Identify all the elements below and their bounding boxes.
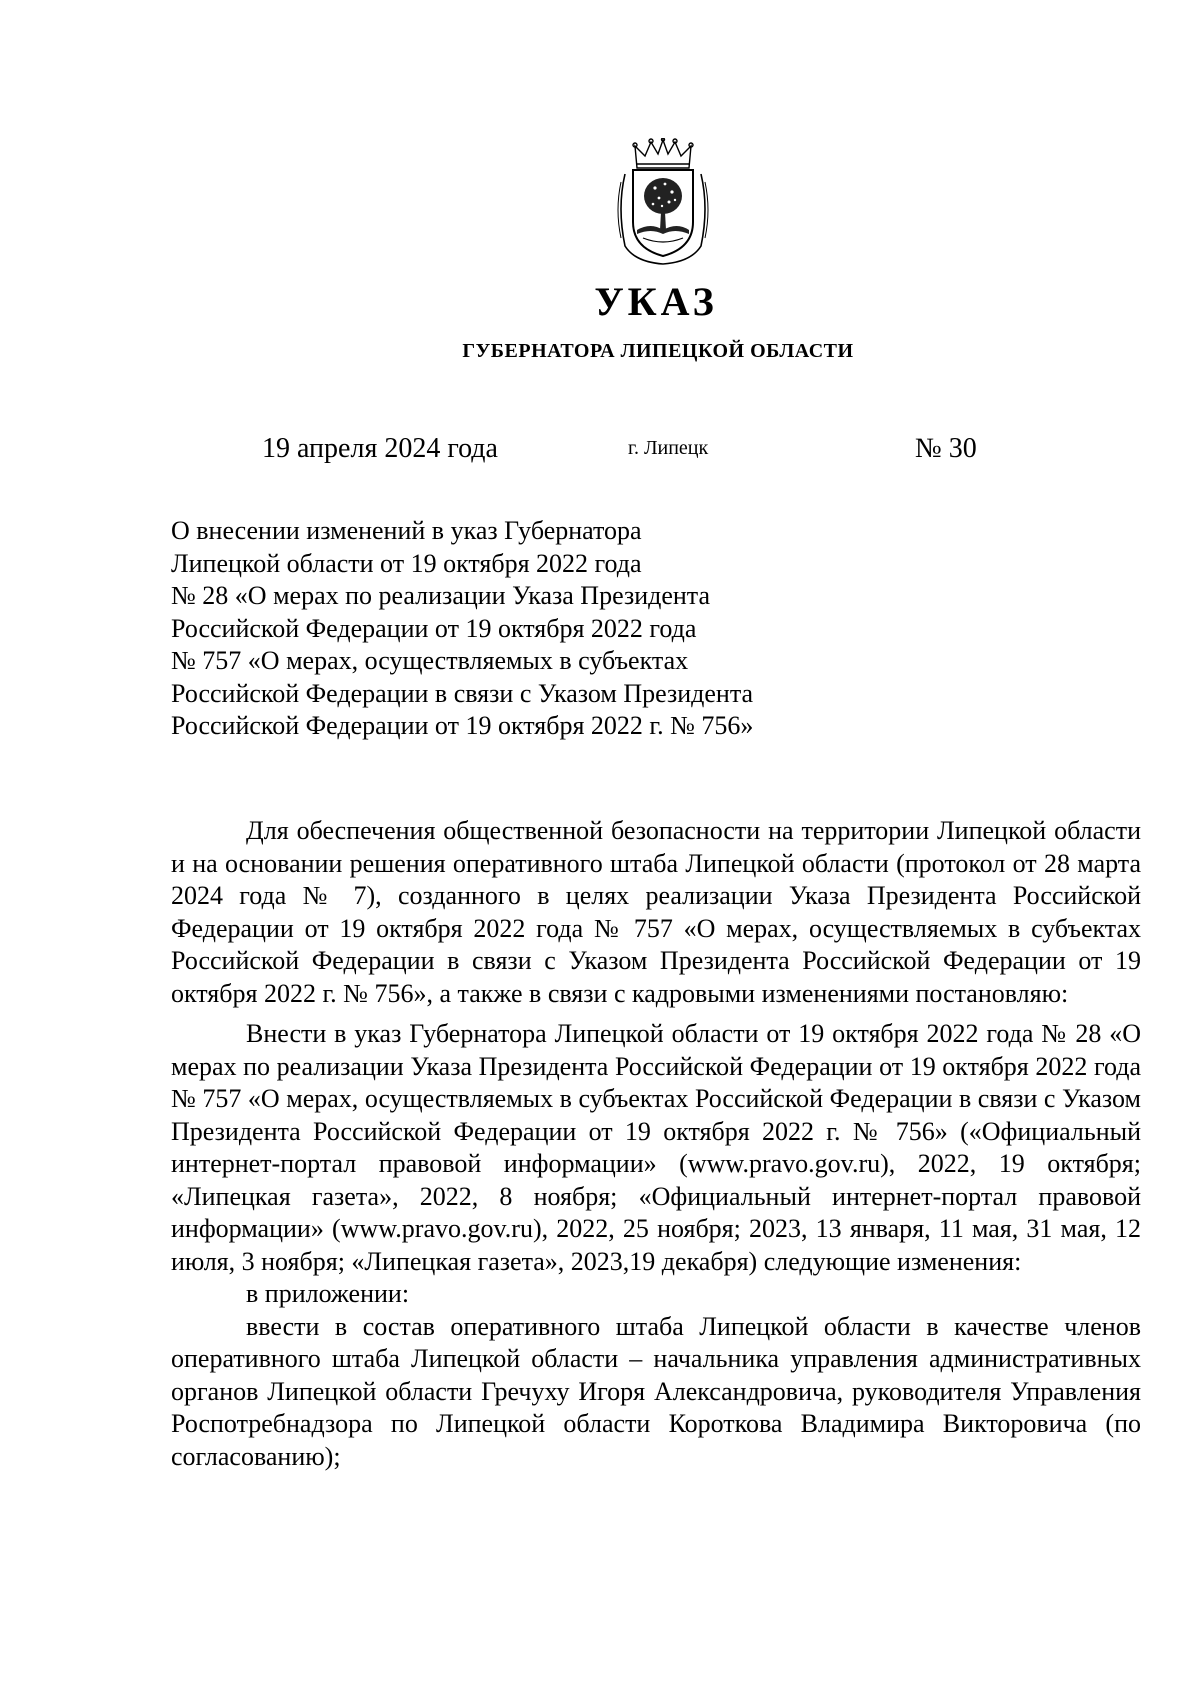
body-paragraph: в приложении:: [246, 1279, 410, 1308]
document-city: г. Липецк: [628, 437, 709, 459]
heading-line: О внесении изменений в указ Губернатора: [171, 516, 642, 545]
body-paragraph: ввести в состав оперативного штаба Липецкой области в качестве членов оперативного штаба Липецкой области – начальника управления административных органов Липецкой области Гречуху Игоря Александровича, руководителя Управления Роспотребнадзора по Липецкой области Короткова Владимира Викторовича (по согласованию);: [171, 1311, 1141, 1471]
heading-line: Российской Федерации от 19 октября 2022 года: [171, 613, 697, 643]
document-number: № 30: [915, 433, 977, 464]
heading-line: Российской Федерации в связи с Указом Президента: [171, 678, 754, 708]
document-date: 19 апреля 2024 года: [262, 433, 498, 464]
body-paragraph: Внести в указ Губернатора Липецкой области от 19 октября 2022 года № 28 «О мерах по реализации Указа Президента Российской Федерации от 19 октября 2022 года № 757 «О мерах, осуществляемых в субъектах Российской Федерации в связи с Указом Президента Российской Федерации от 19 октября 2022 г. № 756» («Официальный интернет-портал правовой информации» (www.pravo.gov.ru), 2022, 19 октября; «Липецкая газета», 2022, 8 ноября; «Официальный интернет-портал правовой информации» (www.pravo.gov.ru), 2022, 25 ноября; 2023, 13 января, 11 мая, 31 мая, 12 июля, 3 ноября; «Липецкая газета», 2023,19 декабря) следующие изменения:: [171, 1019, 1141, 1276]
document-subtitle: ГУБЕРНАТОРА ЛИПЕЦКОЙ ОБЛАСТИ: [462, 340, 854, 362]
heading-line: Российской Федерации от 19 октября 2022 г. № 756»: [171, 711, 754, 740]
document-title: УКАЗ: [594, 279, 718, 324]
document-body: [171, 815, 1141, 1473]
lipetsk-region-coat-of-arms-icon: [615, 138, 711, 266]
body-paragraph: Для обеспечения общественной безопасности на территории Липецкой области и на основании решения оперативного штаба Липецкой области (протокол от 28 марта 2024 года № 7), созданного в целях реализации Указа Президента Российской Федерации от 19 октября 2022 года № 757 «О мерах, осуществляемых в субъектах Российской Федерации в связи с Указом Президента Российской Федерации от 19 октября 2022 г. № 756», а также в связи с кадровыми изменениями постановляю:: [171, 816, 1141, 1008]
heading-line: Липецкой области от 19 октября 2022 года: [171, 548, 642, 578]
heading-line: № 757 «О мерах, осуществляемых в субъектах: [171, 646, 689, 675]
document-heading: [171, 515, 871, 743]
heading-line: № 28 «О мерах по реализации Указа Президента: [171, 581, 711, 610]
